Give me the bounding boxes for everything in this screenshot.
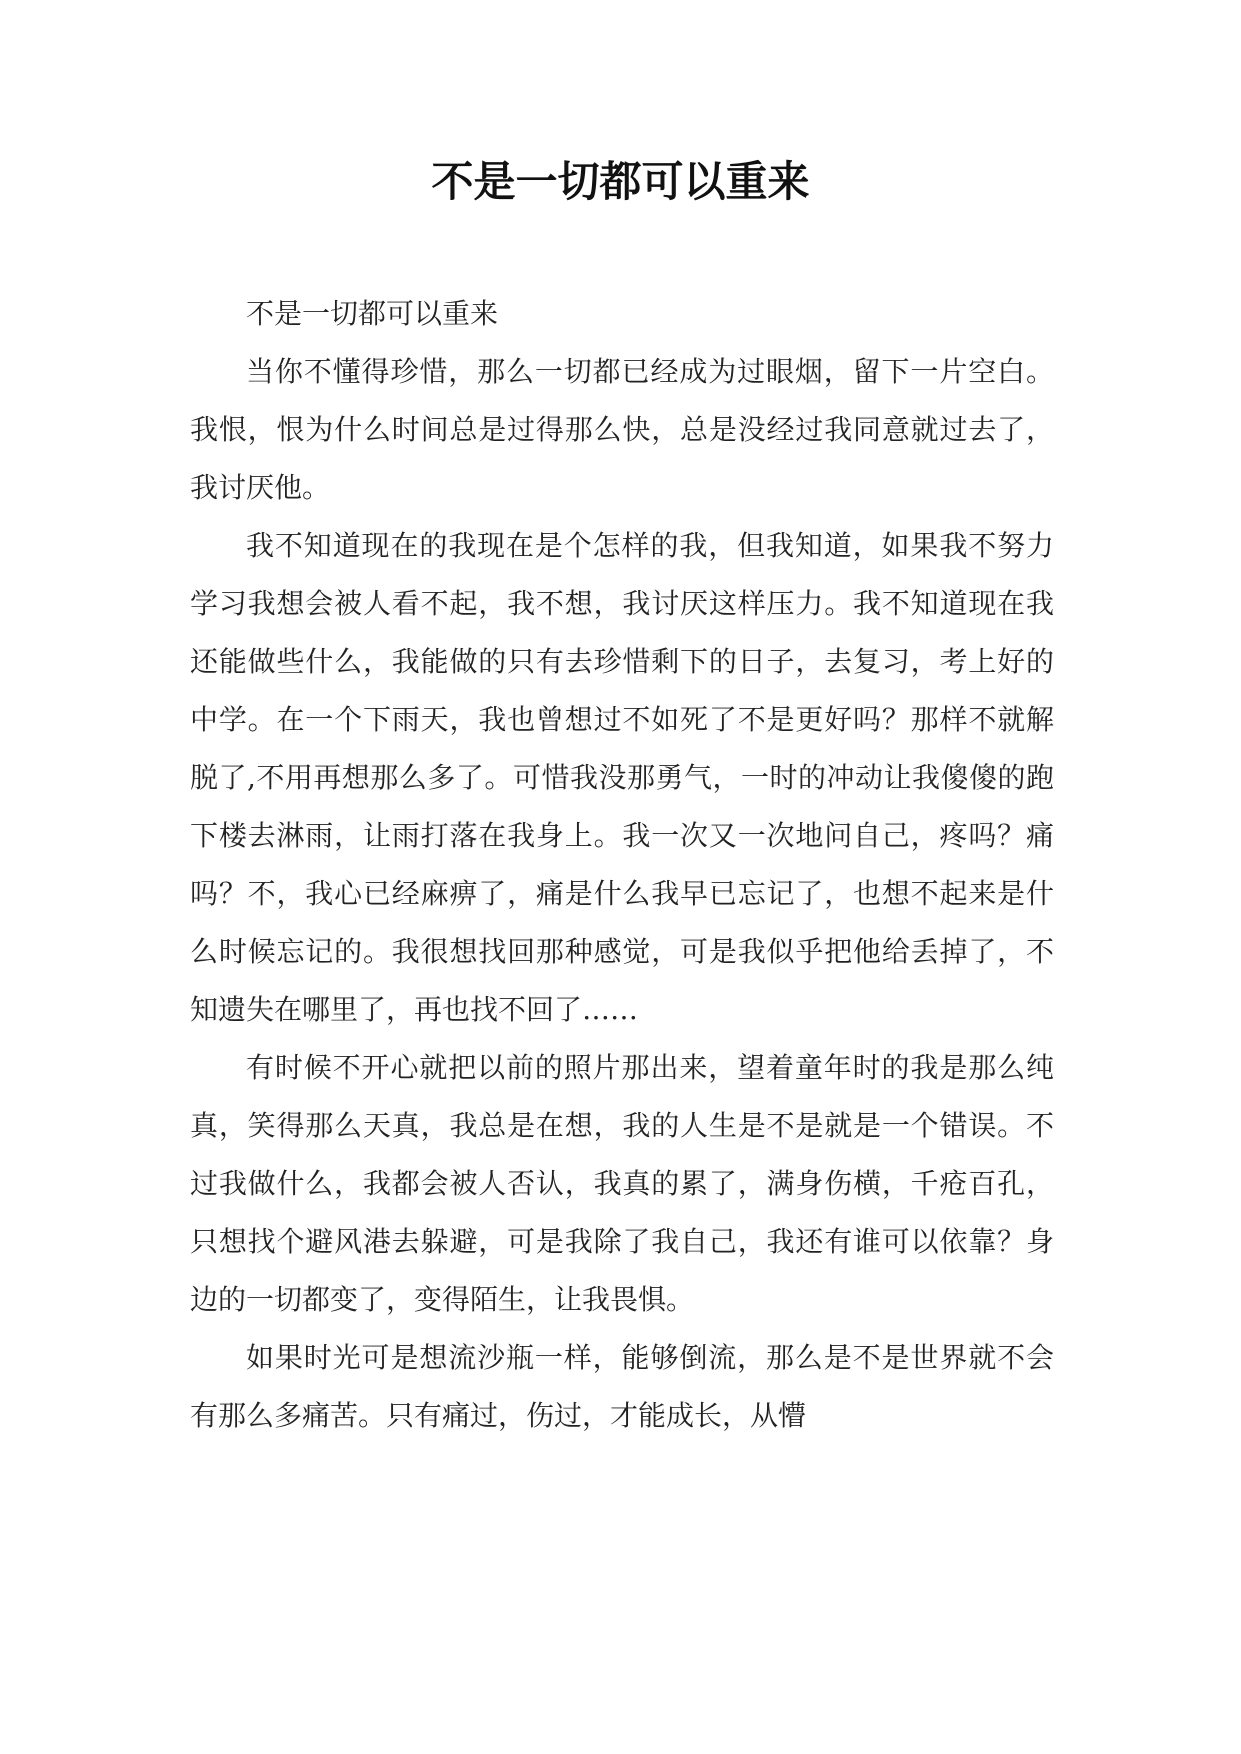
- document-title: 不是一切都可以重来: [431, 157, 810, 206]
- paragraph: 如果时光可是想流沙瓶一样，能够倒流，那么是不是世界就不会有那么多痛苦。只有痛过，伤过，才能成长，从懵: [190, 1341, 1054, 1432]
- paragraph: 当你不懂得珍惜，那么一切都已经成为过眼烟，留下一片空白。我恨，恨为什么时间总是过得那么快，总是没经过我同意就过去了，我讨厌他。: [190, 355, 1054, 504]
- document-body: [190, 285, 1054, 1445]
- paragraph-subtitle: 不是一切都可以重来: [246, 297, 499, 330]
- paragraph: 我不知道现在的我现在是个怎样的我，但我知道，如果我不努力学习我想会被人看不起，我不想，我讨厌这样压力。我不知道现在我还能做些什么，我能做的只有去珍惜剩下的日子，去复习，考上好的中学。在一个下雨天，我也曾想过不如死了不是更好吗？那样不就解脱了,不用再想那么多了。可惜我没那勇气，一时的冲动让我傻傻的跑下楼去淋雨，让雨打落在我身上。我一次又一次地问自己，疼吗？痛吗？不，我心已经麻痹了，痛是什么我早已忘记了，也想不起来是什么时候忘记的。我很想找回那种感觉，可是我似乎把他给丢掉了，不知遗失在哪里了，再也找不回了……: [190, 529, 1054, 1026]
- paragraph: 有时候不开心就把以前的照片那出来，望着童年时的我是那么纯真，笑得那么天真，我总是在想，我的人生是不是就是一个错误。不过我做什么，我都会被人否认，我真的累了，满身伤横，千疮百孔，只想找个避风港去躲避，可是我除了我自己，我还有谁可以依靠？身边的一切都变了，变得陌生，让我畏惧。: [190, 1051, 1054, 1316]
